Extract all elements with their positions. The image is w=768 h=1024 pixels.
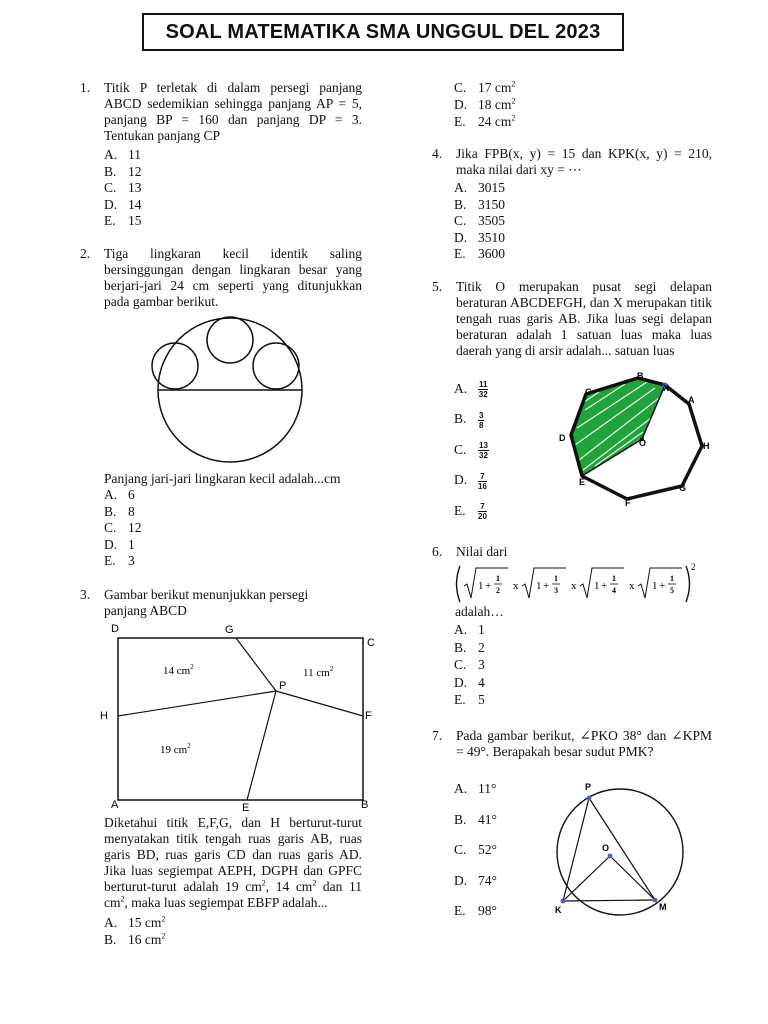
option-b: B. 41° [454,811,497,827]
option-c: C. 3 [454,657,485,672]
times-sign: x [629,580,635,592]
label-G: G [679,483,687,493]
option-e: E. 3 [104,553,135,568]
label-G: G [225,624,234,636]
option-a: A. 15 $cm^2$ [104,914,166,930]
label-F: F [625,498,631,508]
fraction: $\frac{7}{16}$ [478,471,487,491]
label-P: P [279,680,287,692]
label-O: O [639,438,647,448]
term-one: 1 [536,580,542,592]
option-d: D. 18 $cm^2$ [454,96,516,112]
question-text: Nilai dari [456,544,508,559]
question-number: 1. [80,80,91,95]
label-X: X [663,383,670,393]
fraction-numerator: 1 [612,574,616,583]
question-4 [432,146,712,180]
label-B: B [637,371,644,381]
area-11: 11 $cm^2$ [303,665,334,679]
question-number: 6. [432,544,443,559]
term-one: 1 [594,580,600,592]
label-E: E [579,477,586,487]
label-O: O [602,843,610,853]
option-b: B. 3150 [454,196,505,212]
fraction: $\frac{13}{32}$ [479,441,488,460]
question-number: 5. [432,279,443,294]
question-text: Titik O merupakan pusat segi delapan beraturan ABCDEFGH, dan X merupakan titik tengah ruas garis AB. Jika luas segi delapan beraturan adalah 1 satuan luas maka luas daerah yang di arsir adalah... satuan luas [456,279,712,358]
plus-sign: + [659,580,666,592]
option-a: A. 3015 [454,180,505,195]
option-d: D. 3510 [454,229,505,245]
question-text: Gambar berikut menunjukkan persegi panjang ABCD [104,587,309,618]
question-text: Tiga lingkaran kecil identik saling bersinggungan dengan lingkaran besar yang berjari-jari 24 cm seperti yang ditunjukkan pada gambar berikut. [104,246,362,309]
option-a: A. 1 [454,622,485,637]
area-14: 14 $cm^2$ [163,663,194,677]
option-a: A. 6 [104,487,135,502]
label-D: D [559,433,566,443]
fraction-numerator: 1 [496,574,500,583]
fraction-numerator: 1 [670,574,674,583]
option-c: C. $\frac{13}{32}$ [454,441,488,460]
question-2-prompt: Panjang jari-jari lingkaran kecil adalah...cm [104,471,341,486]
fraction-denominator: 2 [496,586,500,595]
fraction-denominator: 5 [670,586,674,595]
option-b: B. 2 [454,639,485,655]
label-F: F [365,710,372,722]
option-e: E. 98° [454,903,497,918]
option-e: E. $\frac{7}{20}$ [454,502,487,521]
question-number: 3. [80,587,91,602]
option-e: E. 5 [454,692,485,707]
small-circle-top [207,317,253,363]
radical-expression [452,560,708,606]
label-P: P [585,782,592,792]
option-a: A. 11° [454,781,497,796]
times-sign: x [571,580,577,592]
plus-sign: + [601,580,608,592]
option-d: D. $\frac{7}{16}$ [454,471,487,491]
fraction-denominator: 3 [554,586,558,595]
label-K: K [555,905,562,915]
plus-sign: + [485,580,492,592]
option-e: E. 24 $cm^2$ [454,113,516,129]
option-e: E. 15 [104,213,142,228]
option-a: A. $\frac{11}{32}$ [454,380,488,399]
area-19: 19 $cm^2$ [160,742,191,756]
plus-sign: + [543,580,550,592]
times-sign: x [513,580,519,592]
rectangle-figure [100,622,385,814]
option-d: D. 4 [454,674,485,690]
exponent: 2 [691,562,696,572]
option-b: B. 12 [104,163,142,179]
question-number: 2. [80,246,91,261]
question-text: Titik P terletak di dalam persegi panjang ABCD sedemikian sehingga panjang AP = 5, panjang BP = 160 dan panjang DP = 3. Tentukan panjang CP [104,80,362,143]
question-3 [80,587,362,621]
octagon-figure [555,370,725,510]
question-number: 7. [432,728,443,743]
option-a: A. 11 [104,147,141,162]
question-1 [80,80,362,150]
option-c: C. 3505 [454,213,505,228]
label-E: E [242,802,250,814]
left-paren [457,566,461,602]
option-b: B. 16 $cm^2$ [104,931,166,947]
option-e: E. 3600 [454,246,505,261]
label-H: H [100,710,108,722]
question-6-tail: adalah… [455,604,504,619]
question-number: 4. [432,146,443,161]
label-A: A [688,395,695,405]
term-one: 1 [652,580,658,592]
option-c: C. 13 [104,180,142,195]
option-d: D. 74° [454,872,497,888]
question-text: Jika FPB(x, y) = 15 dan KPK(x, y) = 210, maka nilai dari xy = ⋯ [456,146,712,177]
label-B: B [361,799,369,811]
option-d: D. 14 [104,196,142,212]
option-d: D. 1 [104,536,135,552]
fraction: $\frac{7}{20}$ [478,502,487,521]
question-3-desc: Diketahui titik E,F,G, dan H berturut-turut menyatakan titik tengah ruas garis AB, ruas garis BD, ruas garis CD dan ruas garis AD. Jika luas segiempat AEPH, DGPH dan GPFC berturut-turut adalah 19 $cm^2$, 14 $cm^2$ dan 11 $cm^2$, maka luas segiempat EBFP adalah... [104,815,362,910]
question-text: Pada gambar berikut, ∠PKO 38° dan ∠KPM = 49°. Berapakah besar sudut PMK? [456,728,712,759]
option-c: C. 17 $cm^2$ [454,79,516,95]
fraction: $\frac{3}{8}$ [479,410,484,430]
label-D: D [111,623,119,635]
question-2 [80,246,362,316]
small-circle-left [152,343,198,389]
circles-figure [140,312,320,462]
label-H: H [703,441,710,451]
fraction-denominator: 4 [612,586,616,595]
label-C: C [367,637,375,649]
right-paren [686,566,690,602]
small-circle-right [253,343,299,389]
label-M: M [659,902,667,912]
question-5 [432,279,712,359]
circle-angle-figure [545,780,705,920]
label-C: C [585,387,592,397]
option-c: C. 12 [104,520,142,535]
option-b: B. 8 [104,503,135,519]
term-one: 1 [478,580,484,592]
fraction: $\frac{11}{32}$ [478,380,488,399]
label-A: A [111,799,119,811]
question-7 [432,728,712,762]
option-c: C. 52° [454,842,497,857]
fraction-numerator: 1 [554,574,558,583]
option-b: B. $\frac{3}{8}$ [454,410,484,430]
page-title: SOAL MATEMATIKA SMA UNGGUL DEL 2023 [142,13,624,51]
